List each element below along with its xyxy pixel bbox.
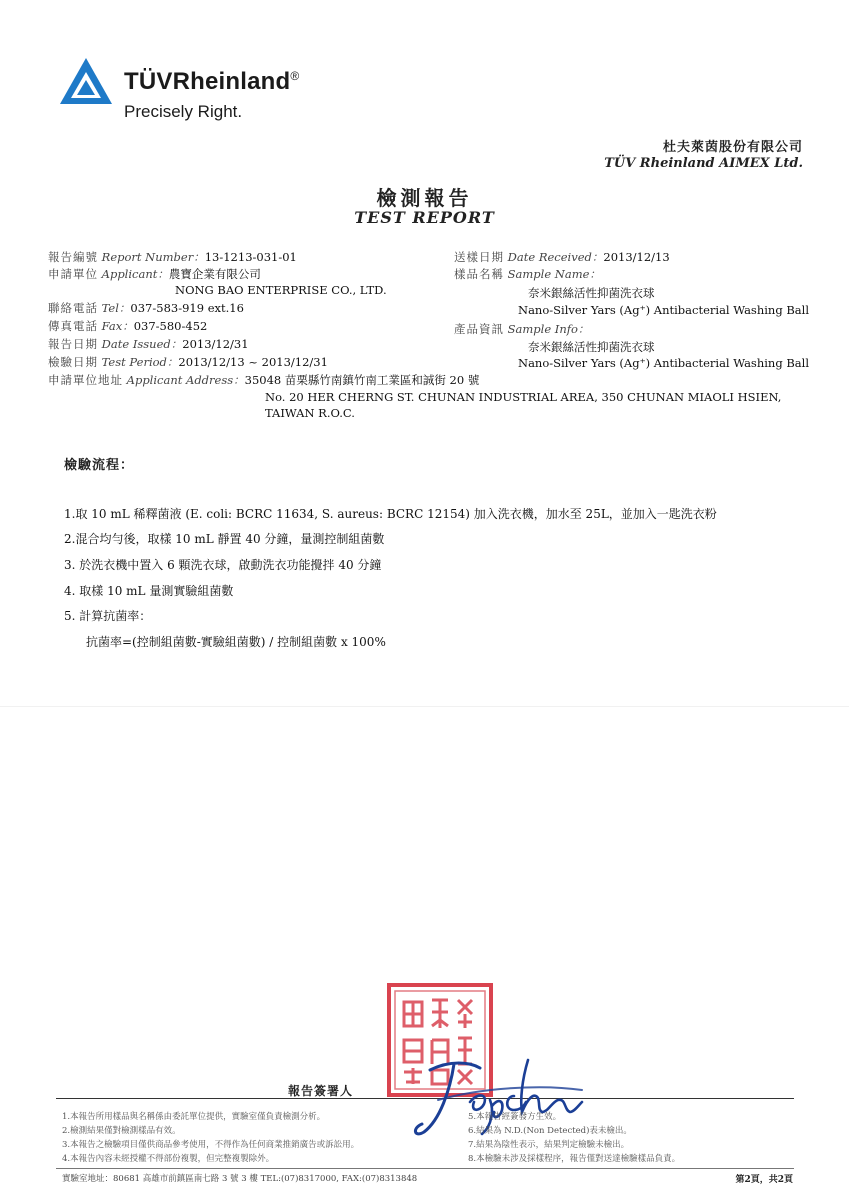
procedure-step: 2.混合均勻後，取樣 10 mL 靜置 40 分鐘，量測控制組菌數: [64, 532, 385, 546]
footnote: 7.結果為陰性表示，結果判定檢驗未檢出。: [468, 1140, 630, 1150]
company-name-en: TÜV Rheinland AIMEX Ltd.: [604, 156, 803, 171]
footnote: 4.本報告內容未經授權不得部份複製，但完整複製除外。: [62, 1154, 275, 1164]
procedure-step: 3. 於洗衣機中置入 6 顆洗衣球，啟動洗衣功能攪拌 40 分鐘: [64, 558, 382, 572]
divider: [0, 706, 849, 707]
applicant-field: 申請單位 Applicant：農寶企業有限公司: [48, 267, 261, 281]
footnote: 5.本報告經簽發方生效。: [468, 1112, 562, 1122]
applicant-address-en-line1: No. 20 HER CHERNG ST. CHUNAN INDUSTRIAL AREA, 350 CHUNAN MIAOLI HSIEN,: [265, 390, 782, 404]
applicant-address-field: 申請單位地址 Applicant Address：35048 苗栗縣竹南鎮竹南工業區和誠街 20 號: [48, 373, 480, 387]
procedure-heading: 檢驗流程：: [64, 458, 135, 473]
fax-field: 傳真電話 Fax：037-580-452: [48, 319, 208, 333]
tuv-logo-triangle-icon: [58, 56, 114, 106]
footnote: 2.檢測結果僅對檢測樣品有效。: [62, 1126, 181, 1136]
sample-info-field: 產品資訊 Sample Info：: [454, 322, 590, 336]
sample-name-value-en: Nano-Silver Yars (Ag⁺) Antibacterial Washing Ball: [518, 303, 810, 317]
sample-info-value-zh: 奈米銀絲活性抑菌洗衣球: [528, 340, 655, 354]
report-number-field: 報告編號 Report Number：13-1213-031-01: [48, 250, 297, 264]
formula-line: 抗菌率=(控制組菌數-實驗組菌數) / 控制組菌數 x 100%: [86, 635, 386, 649]
footer-divider: [56, 1168, 794, 1169]
procedure-step: 5. 計算抗菌率：: [64, 609, 152, 623]
page-number: 第2頁，共2頁: [735, 1175, 793, 1185]
brand-tagline: Precisely Right.: [124, 102, 243, 121]
footnote: 3.本報告之檢驗項目僅供商品參考使用，不得作為任何商業推銷廣告或訴訟用。: [62, 1140, 360, 1150]
procedure-step: 4. 取樣 10 mL 量測實驗組菌數: [64, 584, 234, 598]
date-received-field: 送樣日期 Date Received：2013/12/13: [454, 250, 670, 264]
lab-address: 實驗室地址：80681 高雄市前鎮區南七路 3 號 3 樓 TEL:(07)8317000, FAX:(07)8313848: [62, 1174, 418, 1184]
brand-name: TÜVRheinland®: [124, 68, 300, 95]
tel-field: 聯絡電話 Tel：037-583-919 ext.16: [48, 301, 244, 315]
applicant-address-en-line2: TAIWAN R.O.C.: [265, 406, 355, 420]
footnote: 6.結果為 N.D.(Non Detected)表未檢出。: [468, 1126, 632, 1136]
procedure-step: 1.取 10 mL 稀釋菌液 (E. coli: BCRC 11634, S. aureus: BCRC 12154) 加入洗衣機，加水至 25L，並加入一匙洗衣粉: [64, 507, 717, 521]
report-title-zh: 檢測報告: [376, 186, 473, 210]
company-name-zh: 杜夫萊茵股份有限公司: [662, 140, 803, 155]
footnote: 1.本報告所用樣品與名稱係由委託單位提供，實驗室僅負責檢測分析。: [62, 1112, 326, 1122]
report-title-en: TEST REPORT: [354, 208, 495, 227]
sample-info-value-en: Nano-Silver Yars (Ag⁺) Antibacterial Washing Ball: [518, 356, 810, 370]
signer-label: 報告簽署人: [288, 1084, 354, 1098]
sample-name-field: 樣品名稱 Sample Name：: [454, 267, 601, 281]
date-issued-field: 報告日期 Date Issued：2013/12/31: [48, 337, 249, 351]
test-period-field: 檢驗日期 Test Period：2013/12/13 ~ 2013/12/31: [48, 355, 328, 369]
sample-name-value-zh: 奈米銀絲活性抑菌洗衣球: [528, 286, 655, 300]
footnote: 8.本檢驗未涉及採樣程序，報告僅對送達檢驗樣品負責。: [468, 1154, 681, 1164]
applicant-value-en: NONG BAO ENTERPRISE CO., LTD.: [175, 283, 387, 297]
